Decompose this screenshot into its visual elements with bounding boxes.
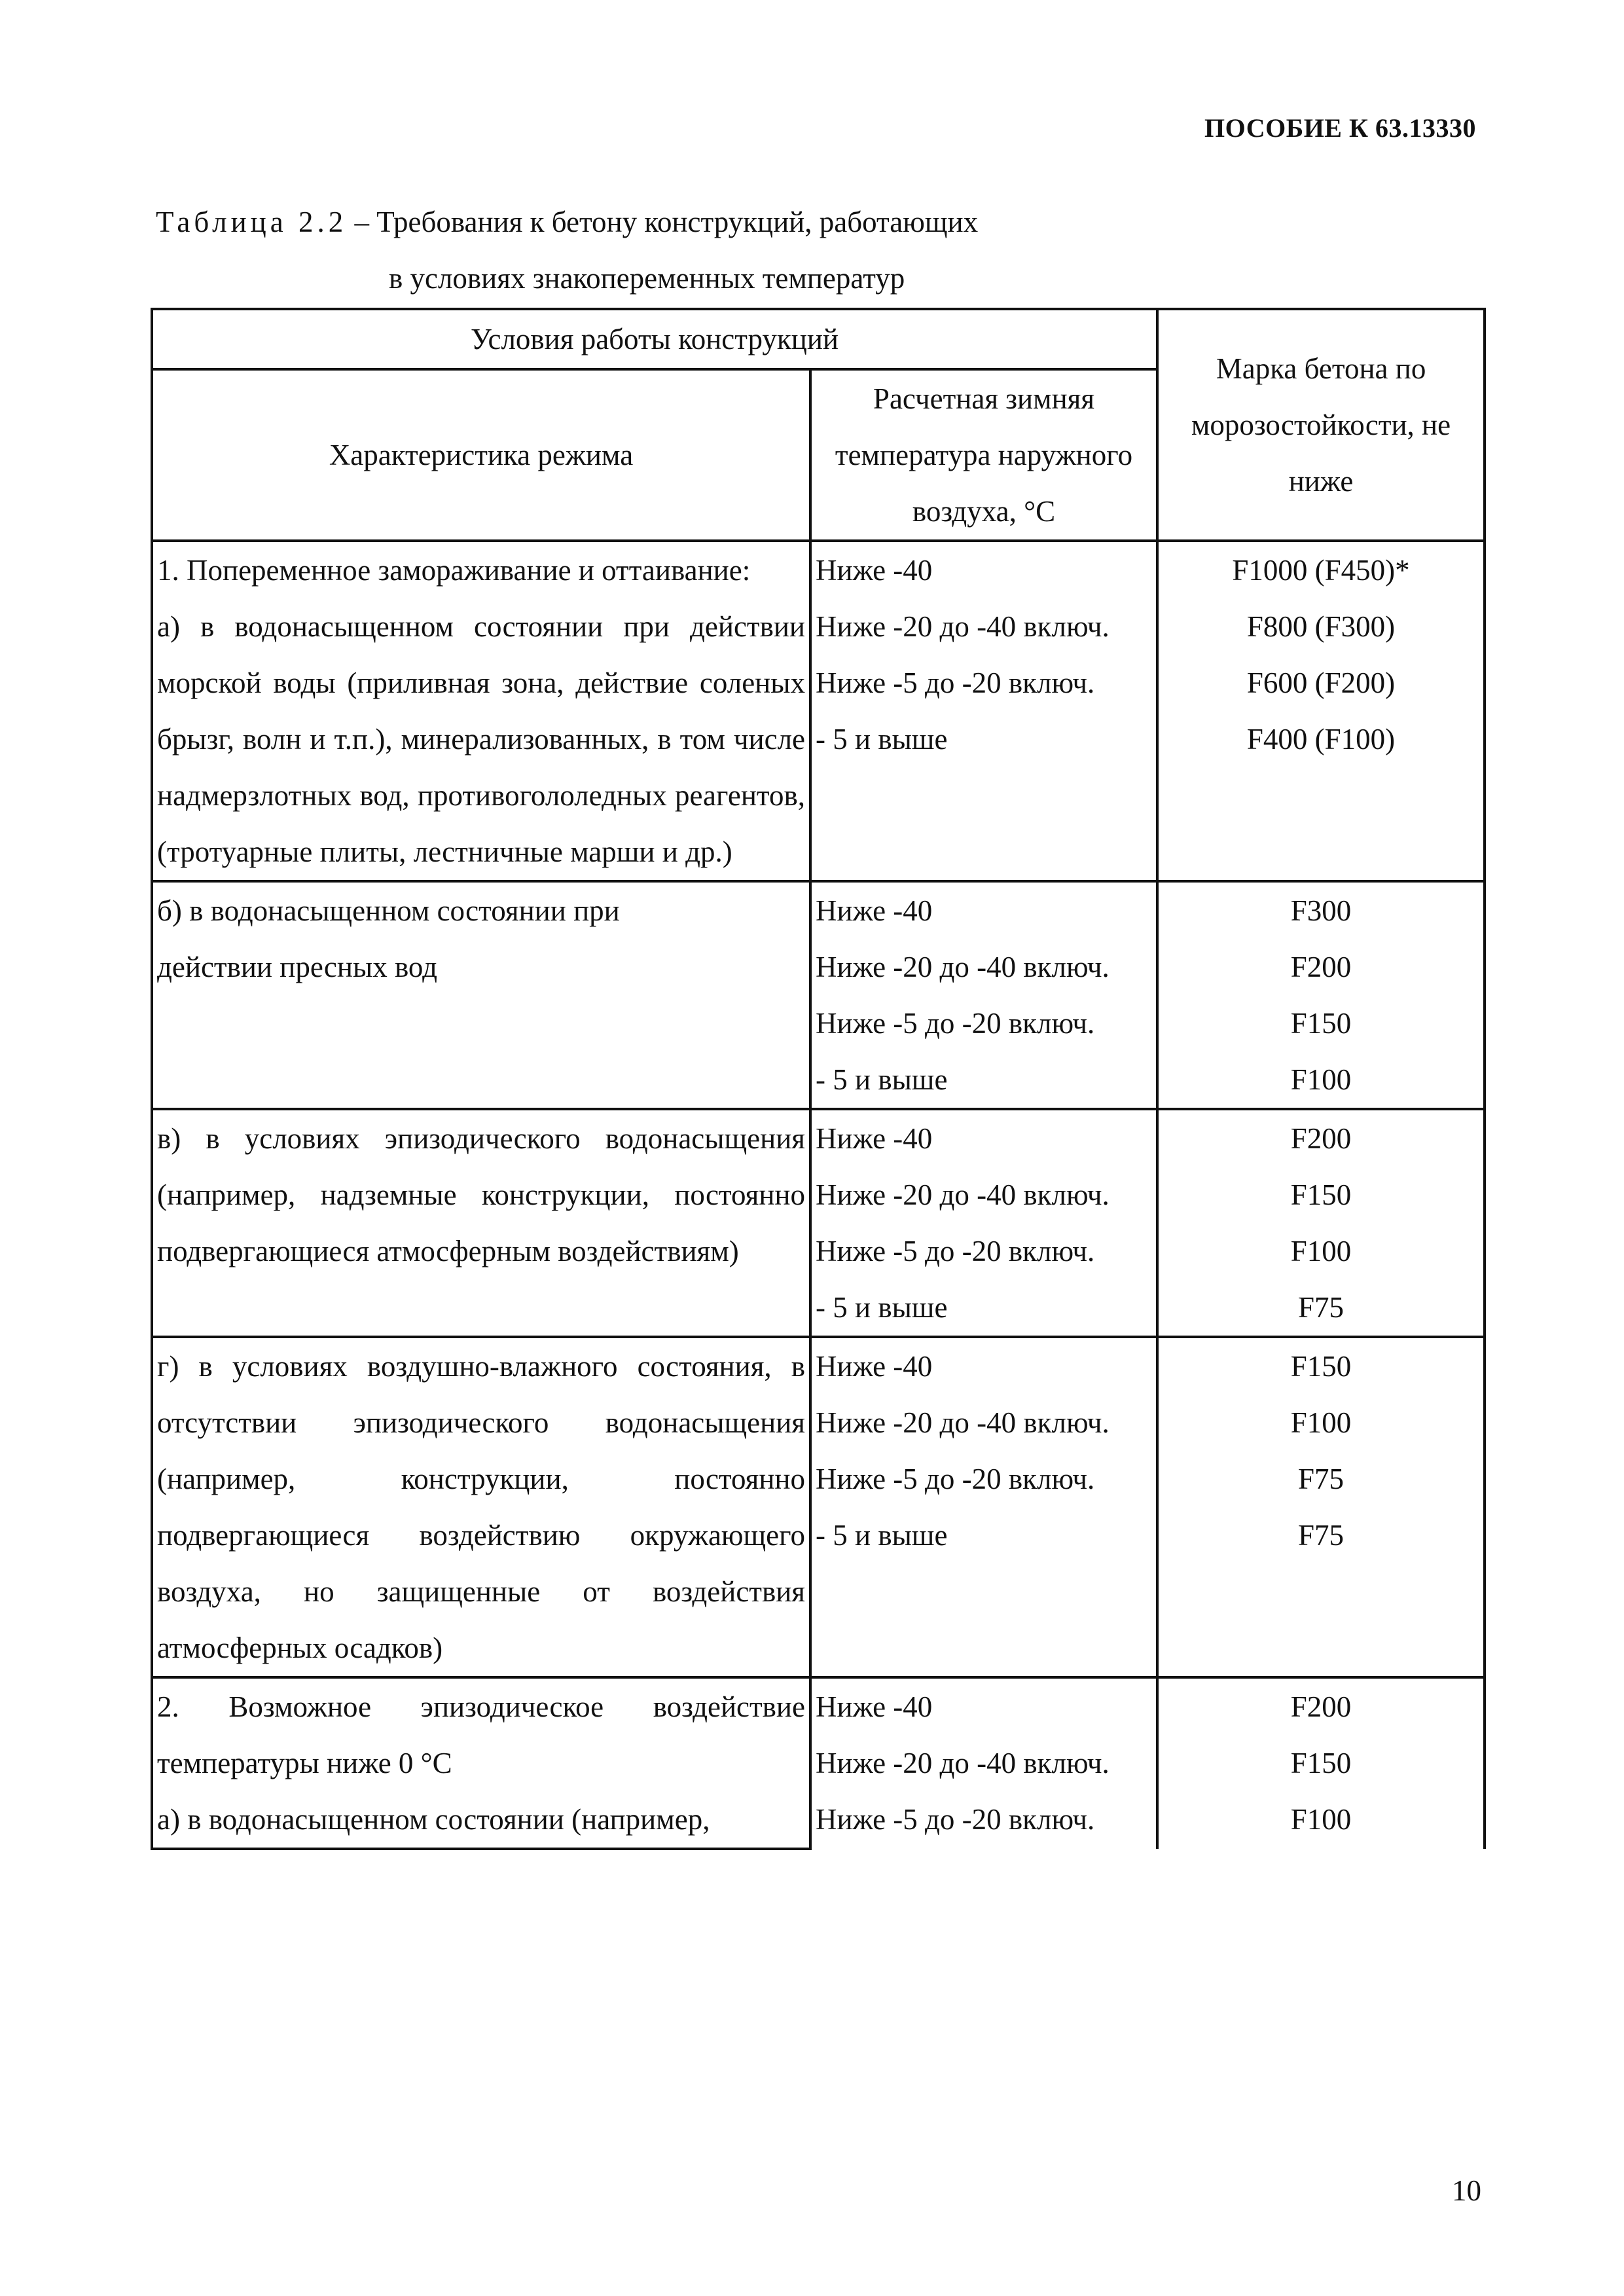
header-grade: Марка бетона по морозостойкости, не ниже	[1157, 309, 1485, 541]
regime-paragraph: а) в водонасыщенном состоянии (например,	[157, 1803, 710, 1836]
table-title-line1: Требования к бетону конструкций, работающих	[376, 206, 979, 238]
regime-cell	[152, 1337, 810, 1677]
regime-paragraph: 1. Попеременное замораживание и оттаивание:	[157, 554, 751, 587]
regime-paragraph: а) в водонасыщенном состоянии при действии морской воды (приливная зона, действие соленых брызг, волн и т.п.), минерализованных, в том числе надмерзлотных вод, противогололедных реагентов, (тротуарные плиты, лестничные марши и др.)	[157, 610, 805, 868]
regime-paragraph: действии пресных вод	[157, 951, 438, 983]
temperature-value: - 5 и выше	[816, 1519, 948, 1552]
temperature-value: Ниже -5 до -20 включ.	[816, 1803, 1095, 1836]
header-conditions: Условия работы конструкций	[152, 309, 1157, 369]
table-label: Таблица 2.2	[156, 206, 348, 238]
grade-value: F100	[1290, 1406, 1352, 1439]
grade-cell	[1157, 541, 1485, 881]
grade-value: F75	[1298, 1519, 1344, 1552]
grade-cell	[1157, 1677, 1485, 1849]
caption-dash: –	[347, 206, 377, 238]
grade-value: F1000 (F450)*	[1232, 554, 1410, 587]
regime-paragraph: в) в условиях эпизодического водонасыщения (например, надземные конструкции, постоянно подвергающиеся атмосферным воздействиям)	[157, 1122, 805, 1267]
temperature-value: Ниже -5 до -20 включ.	[816, 666, 1095, 699]
regime-cell	[152, 541, 810, 881]
document-header: ПОСОБИЕ К 63.13330	[1204, 113, 1476, 143]
grade-cell	[1157, 881, 1485, 1109]
temperature-value: Ниже -40	[816, 554, 933, 587]
grade-value: F100	[1290, 1063, 1352, 1096]
table-row	[152, 1337, 1485, 1677]
regime-cell	[152, 881, 810, 1109]
grade-value: F400 (F100)	[1246, 723, 1396, 756]
grade-value: F150	[1290, 1007, 1352, 1040]
grade-value: F200	[1290, 951, 1352, 983]
temperature-value: Ниже -20 до -40 включ.	[816, 610, 1110, 643]
grade-cell	[1157, 1337, 1485, 1677]
grade-value: F150	[1290, 1747, 1352, 1779]
table-row	[152, 541, 1485, 881]
temperature-cell	[810, 881, 1157, 1109]
temperature-value: - 5 и выше	[816, 1063, 948, 1096]
temperature-value: Ниже -40	[816, 1690, 933, 1723]
temperature-value: Ниже -20 до -40 включ.	[816, 1747, 1110, 1779]
regime-paragraph: г) в условиях воздушно-влажного состояния, в отсутствии эпизодического водонасыщения (например, конструкции, постоянно подвергающиеся воздействию окружающего воздуха, но защищенные от воздействия атмосферных осадков)	[157, 1350, 805, 1664]
grade-value: F600 (F200)	[1246, 666, 1396, 699]
temperature-value: Ниже -20 до -40 включ.	[816, 1178, 1110, 1211]
grade-value: F100	[1290, 1235, 1352, 1267]
temperature-value: Ниже -5 до -20 включ.	[816, 1463, 1095, 1495]
table-caption	[156, 194, 978, 306]
grade-value: F150	[1290, 1178, 1352, 1211]
table-row	[152, 1677, 1485, 1849]
temperature-value: Ниже -20 до -40 включ.	[816, 1406, 1110, 1439]
grade-value: F300	[1290, 894, 1352, 927]
page-number: 10	[1452, 2174, 1481, 2207]
regime-cell	[152, 1109, 810, 1337]
grade-cell	[1157, 1109, 1485, 1337]
temperature-value: - 5 и выше	[816, 723, 948, 756]
grade-value: F800 (F300)	[1246, 610, 1396, 643]
grade-value: F200	[1290, 1122, 1352, 1155]
grade-value: F75	[1298, 1463, 1344, 1495]
temperature-value: Ниже -5 до -20 включ.	[816, 1007, 1095, 1040]
temperature-cell	[810, 1337, 1157, 1677]
header-temperature: Расчетная зимняя температура наружного воздуха, °С	[810, 369, 1157, 541]
regime-paragraph: 2. Возможное эпизодическое воздействие температуры ниже 0 °С	[157, 1690, 805, 1779]
header-regime: Характеристика режима	[152, 369, 810, 541]
grade-value: F150	[1290, 1350, 1352, 1383]
temperature-value: Ниже -20 до -40 включ.	[816, 951, 1110, 983]
table-row	[152, 1109, 1485, 1337]
table-row	[152, 881, 1485, 1109]
grade-value: F75	[1298, 1291, 1344, 1324]
temperature-cell	[810, 1677, 1157, 1849]
temperature-value: Ниже -40	[816, 1350, 933, 1383]
grade-value: F200	[1290, 1690, 1352, 1723]
frost-resistance-table	[151, 308, 1486, 1850]
temperature-value: Ниже -40	[816, 894, 933, 927]
table-body	[152, 541, 1485, 1849]
temperature-value: Ниже -5 до -20 включ.	[816, 1235, 1095, 1267]
temperature-cell	[810, 541, 1157, 881]
temperature-value: - 5 и выше	[816, 1291, 948, 1324]
grade-value: F100	[1290, 1803, 1352, 1836]
table-title-line2: в условиях знакопеременных температур	[389, 262, 905, 295]
regime-cell	[152, 1677, 810, 1849]
regime-paragraph: б) в водонасыщенном состоянии при	[157, 894, 620, 927]
temperature-value: Ниже -40	[816, 1122, 933, 1155]
temperature-cell	[810, 1109, 1157, 1337]
